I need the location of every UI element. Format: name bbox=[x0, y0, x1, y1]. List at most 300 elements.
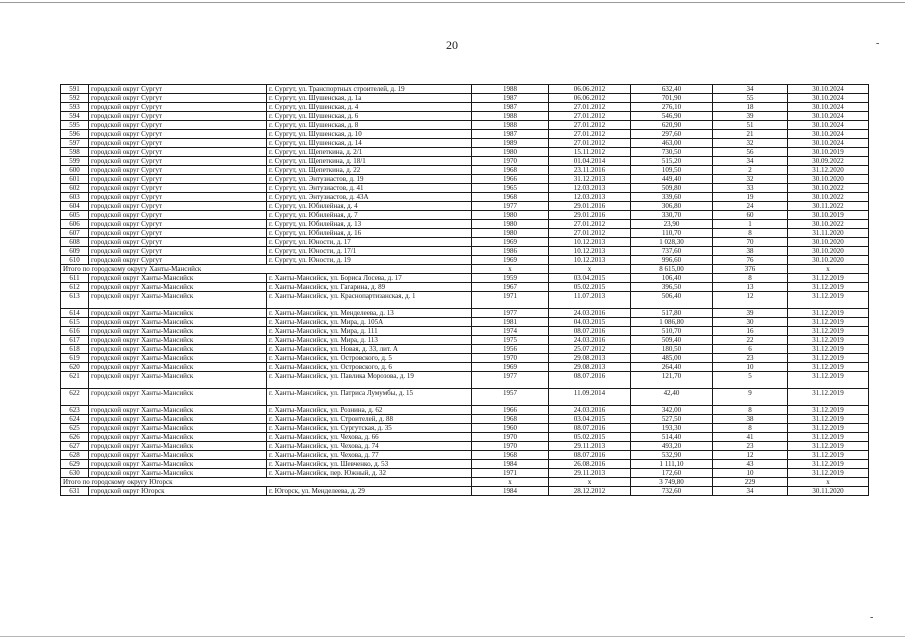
year-cell: 1987 bbox=[472, 94, 549, 103]
date-cell: 26.08.2016 bbox=[549, 460, 631, 469]
date-cell: 03.04.2015 bbox=[549, 415, 631, 424]
municipality-cell: городской округ Ханты-Мансийск bbox=[89, 318, 267, 327]
municipality-cell: городской округ Сургут bbox=[89, 175, 267, 184]
municipality-cell: городской округ Сургут bbox=[89, 211, 267, 220]
municipality-cell: городской округ Ханты-Мансийск bbox=[89, 363, 267, 372]
housing-register-table bbox=[60, 84, 869, 496]
due-date-cell: 30.10.2019 bbox=[788, 148, 869, 157]
year-cell: 1987 bbox=[472, 130, 549, 139]
address-cell: г. Ханты-Мансийск, ул. Гагарина, д. 89 bbox=[267, 283, 472, 292]
count-cell: 43 bbox=[713, 460, 788, 469]
address-cell: г. Сургут, ул. Юности, д. 17/1 bbox=[267, 247, 472, 256]
year-cell: 1986 bbox=[472, 247, 549, 256]
row-number-cell: 594 bbox=[61, 112, 89, 121]
address-cell: г. Сургут, ул. Шушенская, д. 6 bbox=[267, 112, 472, 121]
area-cell: 3 749,80 bbox=[631, 478, 713, 487]
area-cell: 730,50 bbox=[631, 148, 713, 157]
date-cell: 29.08.2013 bbox=[549, 354, 631, 363]
due-date-cell: 31.12.2020 bbox=[788, 166, 869, 175]
table-row bbox=[61, 415, 869, 424]
date-cell: 31.12.2013 bbox=[549, 175, 631, 184]
row-number-cell: 601 bbox=[61, 175, 89, 184]
municipality-cell: городской округ Ханты-Мансийск bbox=[89, 442, 267, 451]
table-row bbox=[61, 442, 869, 451]
area-cell: 42,40 bbox=[631, 389, 713, 406]
count-cell: 10 bbox=[713, 469, 788, 478]
date-cell: 10.12.2013 bbox=[549, 256, 631, 265]
municipality-cell: городской округ Ханты-Мансийск bbox=[89, 274, 267, 283]
row-number-cell: 592 bbox=[61, 94, 89, 103]
date-cell: 27.01.2012 bbox=[549, 220, 631, 229]
address-cell: г. Ханты-Мансийск, ул. Рознина, д. 62 bbox=[267, 406, 472, 415]
address-cell: г. Сургут, ул. Шушенская, д. 1а bbox=[267, 94, 472, 103]
due-date-cell: 30.10.2019 bbox=[788, 211, 869, 220]
row-number-cell: 604 bbox=[61, 202, 89, 211]
date-cell: 05.02.2015 bbox=[549, 433, 631, 442]
address-cell: г. Ханты-Мансийск, ул. Менделеева, д. 13 bbox=[267, 309, 472, 318]
date-cell: 27.01.2012 bbox=[549, 229, 631, 238]
date-cell: 12.03.2013 bbox=[549, 184, 631, 193]
address-cell: г. Сургут, ул. Щепеткина, д. 22 bbox=[267, 166, 472, 175]
table-row bbox=[61, 238, 869, 247]
municipality-cell: городской округ Сургут bbox=[89, 166, 267, 175]
due-date-cell: 30.09.2022 bbox=[788, 157, 869, 166]
table-row bbox=[61, 220, 869, 229]
row-number-cell: 595 bbox=[61, 121, 89, 130]
margin-mark-bottom: - bbox=[870, 612, 874, 623]
count-cell: 22 bbox=[713, 336, 788, 345]
row-number-cell: 603 bbox=[61, 193, 89, 202]
year-cell: 1971 bbox=[472, 292, 549, 309]
count-cell: 8 bbox=[713, 424, 788, 433]
municipality-cell: городской округ Ханты-Мансийск bbox=[89, 433, 267, 442]
year-cell: 1981 bbox=[472, 318, 549, 327]
address-cell: г. Ханты-Мансийск, ул. Мира, д. 111 bbox=[267, 327, 472, 336]
date-cell: 12.03.2013 bbox=[549, 193, 631, 202]
municipality-cell: городской округ Сургут bbox=[89, 94, 267, 103]
count-cell: 8 bbox=[713, 229, 788, 238]
year-cell: 1965 bbox=[472, 184, 549, 193]
due-date-cell: 30.10.2024 bbox=[788, 103, 869, 112]
area-cell: 509,80 bbox=[631, 184, 713, 193]
row-number-cell: 618 bbox=[61, 345, 89, 354]
table-row bbox=[61, 283, 869, 292]
date-cell: 27.01.2012 bbox=[549, 112, 631, 121]
area-cell: 514,40 bbox=[631, 433, 713, 442]
address-cell: г. Сургут, ул. Шушенская, д. 10 bbox=[267, 130, 472, 139]
year-cell: 1988 bbox=[472, 112, 549, 121]
due-date-cell: 31.12.2019 bbox=[788, 424, 869, 433]
row-number-cell: 624 bbox=[61, 415, 89, 424]
municipality-cell: городской округ Сургут bbox=[89, 256, 267, 265]
row-number-cell: 610 bbox=[61, 256, 89, 265]
year-cell: 1968 bbox=[472, 193, 549, 202]
count-cell: 55 bbox=[713, 94, 788, 103]
year-cell: 1984 bbox=[472, 460, 549, 469]
area-cell: 339,60 bbox=[631, 193, 713, 202]
address-cell: г. Сургут, ул. Энтузиастов, д. 41 bbox=[267, 184, 472, 193]
table-row bbox=[61, 433, 869, 442]
date-cell: 06.06.2012 bbox=[549, 85, 631, 94]
due-date-cell: x bbox=[788, 265, 869, 274]
address-cell: г. Ханты-Мансийск, ул. Мира, д. 105А bbox=[267, 318, 472, 327]
due-date-cell: 30.10.2020 bbox=[788, 238, 869, 247]
subtotal-label: Итого по городскому округу Югорск bbox=[61, 478, 472, 487]
date-cell: 27.01.2012 bbox=[549, 103, 631, 112]
table-row bbox=[61, 469, 869, 478]
year-cell: 1967 bbox=[472, 283, 549, 292]
address-cell: г. Ханты-Мансийск, ул. Мира, д. 113 bbox=[267, 336, 472, 345]
row-number-cell: 630 bbox=[61, 469, 89, 478]
row-number-cell: 593 bbox=[61, 103, 89, 112]
row-number-cell: 598 bbox=[61, 148, 89, 157]
count-cell: 60 bbox=[713, 211, 788, 220]
address-cell: г. Ханты-Мансийск, ул. Краснопартизанская, д. 1 bbox=[267, 292, 472, 309]
subtotal-row bbox=[61, 265, 869, 274]
area-cell: 996,60 bbox=[631, 256, 713, 265]
municipality-cell: городской округ Ханты-Мансийск bbox=[89, 460, 267, 469]
year-cell: 1968 bbox=[472, 166, 549, 175]
area-cell: 110,70 bbox=[631, 229, 713, 238]
due-date-cell: 30.10.2020 bbox=[788, 247, 869, 256]
due-date-cell: 31.12.2019 bbox=[788, 460, 869, 469]
municipality-cell: городской округ Ханты-Мансийск bbox=[89, 354, 267, 363]
year-cell: 1977 bbox=[472, 372, 549, 389]
date-cell: 29.11.2013 bbox=[549, 469, 631, 478]
area-cell: 493,20 bbox=[631, 442, 713, 451]
due-date-cell: 31.12.2019 bbox=[788, 451, 869, 460]
area-cell: 546,90 bbox=[631, 112, 713, 121]
municipality-cell: городской округ Сургут bbox=[89, 202, 267, 211]
row-number-cell: 591 bbox=[61, 85, 89, 94]
due-date-cell: 30.10.2022 bbox=[788, 184, 869, 193]
row-number-cell: 620 bbox=[61, 363, 89, 372]
table-row bbox=[61, 157, 869, 166]
date-cell: x bbox=[549, 265, 631, 274]
count-cell: 70 bbox=[713, 238, 788, 247]
subtotal-label: Итого по городскому округу Ханты-Мансийск bbox=[61, 265, 472, 274]
area-cell: 106,40 bbox=[631, 274, 713, 283]
due-date-cell: 31.12.2019 bbox=[788, 415, 869, 424]
due-date-cell: 30.10.2024 bbox=[788, 85, 869, 94]
row-number-cell: 614 bbox=[61, 309, 89, 318]
subtotal-row bbox=[61, 478, 869, 487]
date-cell: 15.11.2012 bbox=[549, 148, 631, 157]
count-cell: 2 bbox=[713, 166, 788, 175]
date-cell: 28.12.2012 bbox=[549, 487, 631, 496]
row-number-cell: 605 bbox=[61, 211, 89, 220]
count-cell: 30 bbox=[713, 318, 788, 327]
due-date-cell: 31.12.2019 bbox=[788, 292, 869, 309]
municipality-cell: городской округ Ханты-Мансийск bbox=[89, 327, 267, 336]
count-cell: 229 bbox=[713, 478, 788, 487]
count-cell: 38 bbox=[713, 247, 788, 256]
count-cell: 12 bbox=[713, 292, 788, 309]
year-cell: 1959 bbox=[472, 274, 549, 283]
municipality-cell: городской округ Ханты-Мансийск bbox=[89, 451, 267, 460]
municipality-cell: городской округ Сургут bbox=[89, 220, 267, 229]
table-row bbox=[61, 148, 869, 157]
area-cell: 701,90 bbox=[631, 94, 713, 103]
table-row bbox=[61, 318, 869, 327]
count-cell: 34 bbox=[713, 487, 788, 496]
table-row bbox=[61, 460, 869, 469]
date-cell: x bbox=[549, 478, 631, 487]
due-date-cell: 31.12.2019 bbox=[788, 318, 869, 327]
year-cell: 1966 bbox=[472, 406, 549, 415]
address-cell: г. Югорск, ул. Менделеева, д. 29 bbox=[267, 487, 472, 496]
count-cell: 39 bbox=[713, 112, 788, 121]
area-cell: 1 086,80 bbox=[631, 318, 713, 327]
year-cell: 1980 bbox=[472, 211, 549, 220]
count-cell: 33 bbox=[713, 184, 788, 193]
due-date-cell: 31.12.2019 bbox=[788, 363, 869, 372]
top-scan-edge bbox=[0, 2, 905, 3]
due-date-cell: 31.11.2020 bbox=[788, 229, 869, 238]
address-cell: г. Сургут, ул. Энтузиастов, д. 19 bbox=[267, 175, 472, 184]
municipality-cell: городской округ Ханты-Мансийск bbox=[89, 415, 267, 424]
year-cell: 1968 bbox=[472, 451, 549, 460]
table-row bbox=[61, 274, 869, 283]
row-number-cell: 627 bbox=[61, 442, 89, 451]
municipality-cell: городской округ Сургут bbox=[89, 238, 267, 247]
municipality-cell: городской округ Ханты-Мансийск bbox=[89, 389, 267, 406]
area-cell: 297,60 bbox=[631, 130, 713, 139]
table-row bbox=[61, 354, 869, 363]
date-cell: 05.02.2015 bbox=[549, 283, 631, 292]
count-cell: 8 bbox=[713, 406, 788, 415]
count-cell: 34 bbox=[713, 157, 788, 166]
address-cell: г. Сургут, ул. Юности, д. 19 bbox=[267, 256, 472, 265]
area-cell: 1 028,30 bbox=[631, 238, 713, 247]
address-cell: г. Ханты-Мансийск, ул. Шевченко, д. 53 bbox=[267, 460, 472, 469]
table-row bbox=[61, 487, 869, 496]
count-cell: 9 bbox=[713, 389, 788, 406]
date-cell: 11.07.2013 bbox=[549, 292, 631, 309]
count-cell: 38 bbox=[713, 415, 788, 424]
address-cell: г. Сургут, ул. Юбилейная, д. 4 bbox=[267, 202, 472, 211]
count-cell: 19 bbox=[713, 193, 788, 202]
address-cell: г. Сургут, ул. Щепеткина, д. 2/1 bbox=[267, 148, 472, 157]
count-cell: 10 bbox=[713, 363, 788, 372]
address-cell: г. Ханты-Мансийск, ул. Чехова, д. 66 bbox=[267, 433, 472, 442]
year-cell: 1968 bbox=[472, 415, 549, 424]
due-date-cell: 31.12.2019 bbox=[788, 372, 869, 389]
table-row bbox=[61, 112, 869, 121]
municipality-cell: городской округ Сургут bbox=[89, 112, 267, 121]
address-cell: г. Сургут, ул. Энтузиастов, д. 43А bbox=[267, 193, 472, 202]
table-row bbox=[61, 309, 869, 318]
due-date-cell: 30.10.2020 bbox=[788, 256, 869, 265]
year-cell: 1987 bbox=[472, 103, 549, 112]
area-cell: 737,60 bbox=[631, 247, 713, 256]
due-date-cell: 30.10.2022 bbox=[788, 220, 869, 229]
count-cell: 51 bbox=[713, 121, 788, 130]
area-cell: 306,80 bbox=[631, 202, 713, 211]
area-cell: 121,70 bbox=[631, 372, 713, 389]
address-cell: г. Ханты-Мансийск, ул. Сургутская, д. 35 bbox=[267, 424, 472, 433]
count-cell: 6 bbox=[713, 345, 788, 354]
page-number: 20 bbox=[446, 38, 458, 52]
count-cell: 56 bbox=[713, 148, 788, 157]
due-date-cell: 30.10.2024 bbox=[788, 121, 869, 130]
year-cell: 1980 bbox=[472, 229, 549, 238]
area-cell: 632,40 bbox=[631, 85, 713, 94]
date-cell: 10.12.2013 bbox=[549, 238, 631, 247]
area-cell: 506,40 bbox=[631, 292, 713, 309]
date-cell: 04.03.2015 bbox=[549, 318, 631, 327]
due-date-cell: 31.12.2019 bbox=[788, 336, 869, 345]
table-row bbox=[61, 256, 869, 265]
municipality-cell: городской округ Ханты-Мансийск bbox=[89, 424, 267, 433]
municipality-cell: городской округ Ханты-Мансийск bbox=[89, 283, 267, 292]
address-cell: г. Ханты-Мансийск, ул. Бориса Лосева, д. 17 bbox=[267, 274, 472, 283]
municipality-cell: городской округ Сургут bbox=[89, 103, 267, 112]
row-number-cell: 597 bbox=[61, 139, 89, 148]
date-cell: 06.06.2012 bbox=[549, 94, 631, 103]
address-cell: г. Сургут, ул. Шушенская, д. 8 bbox=[267, 121, 472, 130]
row-number-cell: 631 bbox=[61, 487, 89, 496]
address-cell: г. Ханты-Мансийск, ул. Островского, д. 5 bbox=[267, 354, 472, 363]
row-number-cell: 606 bbox=[61, 220, 89, 229]
year-cell: 1977 bbox=[472, 202, 549, 211]
table-row bbox=[61, 85, 869, 94]
year-cell: 1970 bbox=[472, 157, 549, 166]
year-cell: 1970 bbox=[472, 442, 549, 451]
count-cell: 76 bbox=[713, 256, 788, 265]
date-cell: 25.07.2012 bbox=[549, 345, 631, 354]
area-cell: 396,50 bbox=[631, 283, 713, 292]
row-number-cell: 626 bbox=[61, 433, 89, 442]
table-body bbox=[61, 85, 869, 496]
due-date-cell: 31.12.2019 bbox=[788, 283, 869, 292]
area-cell: 264,40 bbox=[631, 363, 713, 372]
table-row bbox=[61, 94, 869, 103]
area-cell: 527,50 bbox=[631, 415, 713, 424]
count-cell: 32 bbox=[713, 175, 788, 184]
table-row bbox=[61, 229, 869, 238]
count-cell: 12 bbox=[713, 451, 788, 460]
area-cell: 620,90 bbox=[631, 121, 713, 130]
table-row bbox=[61, 424, 869, 433]
year-cell: 1974 bbox=[472, 327, 549, 336]
area-cell: 509,40 bbox=[631, 336, 713, 345]
year-cell: 1956 bbox=[472, 345, 549, 354]
date-cell: 29.11.2013 bbox=[549, 442, 631, 451]
municipality-cell: городской округ Сургут bbox=[89, 139, 267, 148]
year-cell: x bbox=[472, 478, 549, 487]
table-row bbox=[61, 139, 869, 148]
due-date-cell: x bbox=[788, 478, 869, 487]
row-number-cell: 612 bbox=[61, 283, 89, 292]
date-cell: 10.12.2013 bbox=[549, 247, 631, 256]
year-cell: 1977 bbox=[472, 309, 549, 318]
due-date-cell: 31.12.2019 bbox=[788, 442, 869, 451]
address-cell: г. Сургут, ул. Юности, д. 17 bbox=[267, 238, 472, 247]
count-cell: 376 bbox=[713, 265, 788, 274]
area-cell: 109,50 bbox=[631, 166, 713, 175]
row-number-cell: 616 bbox=[61, 327, 89, 336]
row-number-cell: 599 bbox=[61, 157, 89, 166]
municipality-cell: городской округ Ханты-Мансийск bbox=[89, 469, 267, 478]
due-date-cell: 30.10.2024 bbox=[788, 130, 869, 139]
municipality-cell: городской округ Ханты-Мансийск bbox=[89, 372, 267, 389]
area-cell: 515,20 bbox=[631, 157, 713, 166]
municipality-cell: городской округ Сургут bbox=[89, 229, 267, 238]
due-date-cell: 31.12.2019 bbox=[788, 309, 869, 318]
row-number-cell: 609 bbox=[61, 247, 89, 256]
municipality-cell: городской округ Сургут bbox=[89, 193, 267, 202]
year-cell: 1988 bbox=[472, 85, 549, 94]
address-cell: г. Ханты-Мансийск, ул. Строителей, д. 88 bbox=[267, 415, 472, 424]
address-cell: г. Ханты-Мансийск, ул. Новая, д. 33, лит. А bbox=[267, 345, 472, 354]
area-cell: 193,30 bbox=[631, 424, 713, 433]
year-cell: 1966 bbox=[472, 175, 549, 184]
row-number-cell: 622 bbox=[61, 389, 89, 406]
municipality-cell: городской округ Ханты-Мансийск bbox=[89, 309, 267, 318]
table-row bbox=[61, 292, 869, 309]
area-cell: 23,90 bbox=[631, 220, 713, 229]
count-cell: 23 bbox=[713, 442, 788, 451]
count-cell: 8 bbox=[713, 274, 788, 283]
area-cell: 732,60 bbox=[631, 487, 713, 496]
count-cell: 41 bbox=[713, 433, 788, 442]
table-row bbox=[61, 184, 869, 193]
count-cell: 34 bbox=[713, 85, 788, 94]
municipality-cell: городской округ Ханты-Мансийск bbox=[89, 336, 267, 345]
date-cell: 23.11.2016 bbox=[549, 166, 631, 175]
address-cell: г. Сургут, ул. Шушенская, д. 14 bbox=[267, 139, 472, 148]
date-cell: 08.07.2016 bbox=[549, 424, 631, 433]
due-date-cell: 30.10.2022 bbox=[788, 193, 869, 202]
year-cell: 1969 bbox=[472, 256, 549, 265]
address-cell: г. Сургут, ул. Транспортных строителей, д. 19 bbox=[267, 85, 472, 94]
area-cell: 330,70 bbox=[631, 211, 713, 220]
table-row bbox=[61, 406, 869, 415]
count-cell: 5 bbox=[713, 372, 788, 389]
table-row bbox=[61, 389, 869, 406]
date-cell: 08.07.2016 bbox=[549, 327, 631, 336]
area-cell: 180,50 bbox=[631, 345, 713, 354]
count-cell: 1 bbox=[713, 220, 788, 229]
count-cell: 18 bbox=[713, 103, 788, 112]
year-cell: 1969 bbox=[472, 363, 549, 372]
due-date-cell: 31.12.2019 bbox=[788, 406, 869, 415]
row-number-cell: 600 bbox=[61, 166, 89, 175]
area-cell: 449,40 bbox=[631, 175, 713, 184]
due-date-cell: 30.10.2020 bbox=[788, 175, 869, 184]
address-cell: г. Ханты-Мансийск, ул. Чехова, д. 77 bbox=[267, 451, 472, 460]
count-cell: 32 bbox=[713, 139, 788, 148]
date-cell: 29.01.2016 bbox=[549, 202, 631, 211]
row-number-cell: 602 bbox=[61, 184, 89, 193]
table-row bbox=[61, 363, 869, 372]
municipality-cell: городской округ Сургут bbox=[89, 148, 267, 157]
year-cell: 1975 bbox=[472, 336, 549, 345]
year-cell: 1980 bbox=[472, 148, 549, 157]
area-cell: 510,70 bbox=[631, 327, 713, 336]
date-cell: 27.01.2012 bbox=[549, 130, 631, 139]
table-row bbox=[61, 202, 869, 211]
count-cell: 24 bbox=[713, 202, 788, 211]
date-cell: 03.04.2015 bbox=[549, 274, 631, 283]
due-date-cell: 31.12.2019 bbox=[788, 327, 869, 336]
address-cell: г. Сургут, ул. Юбилейная, д. 7 bbox=[267, 211, 472, 220]
due-date-cell: 31.12.2019 bbox=[788, 433, 869, 442]
date-cell: 29.01.2016 bbox=[549, 211, 631, 220]
area-cell: 485,00 bbox=[631, 354, 713, 363]
year-cell: 1960 bbox=[472, 424, 549, 433]
